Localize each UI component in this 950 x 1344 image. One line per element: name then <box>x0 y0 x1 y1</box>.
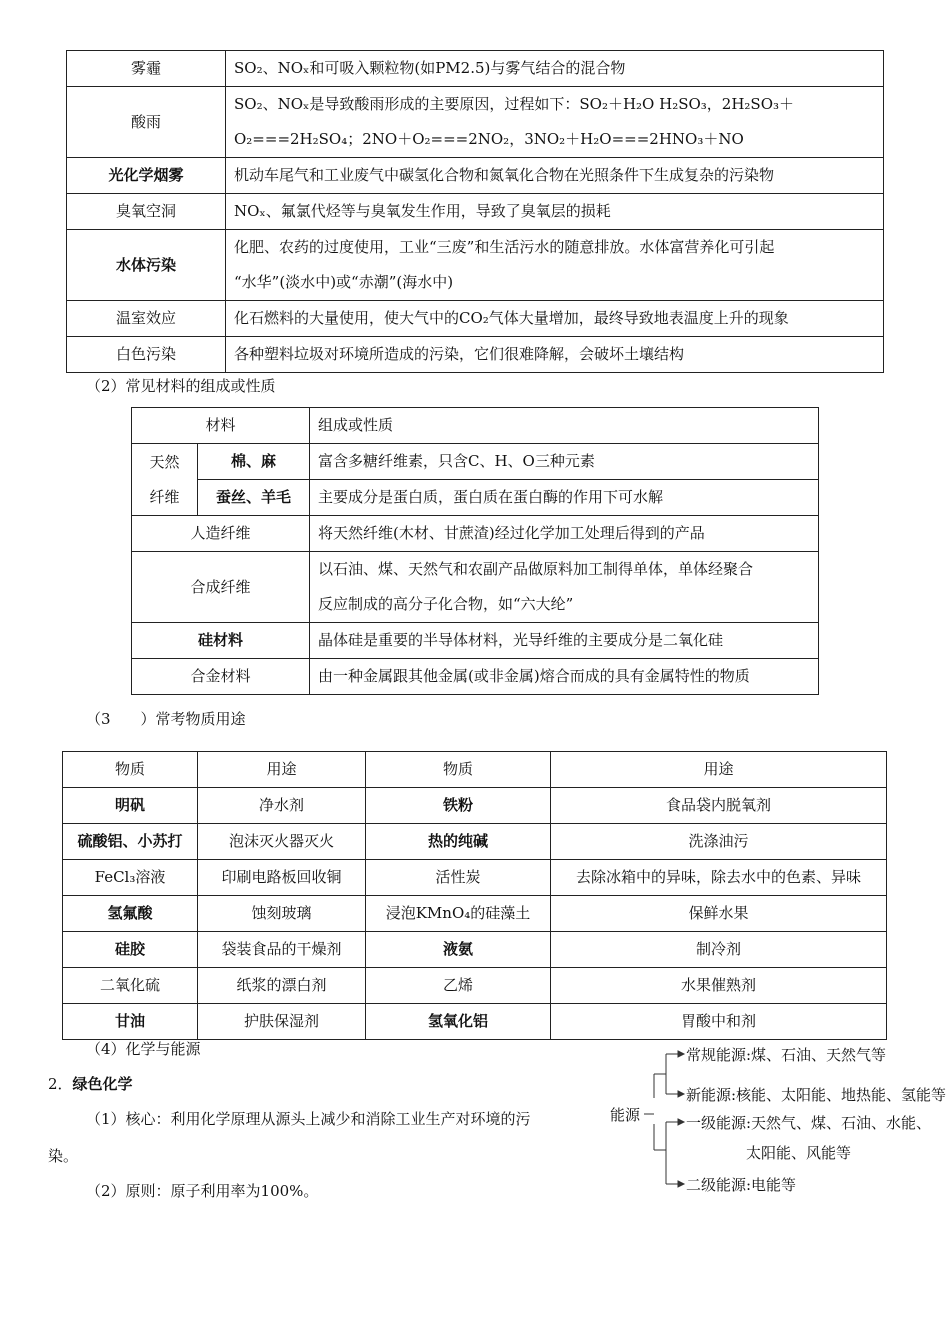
green-chemistry-heading <box>48 1074 133 1094</box>
substance: 二氧化硫 <box>63 968 198 1004</box>
table-row <box>132 623 819 659</box>
core-text-line: 染。 <box>48 1147 79 1165</box>
substance: FeCl₃溶液 <box>63 860 198 896</box>
use: 食品袋内脱氧剂 <box>551 788 887 824</box>
column-header: 用途 <box>198 752 366 788</box>
table-row <box>67 230 884 301</box>
pollution-table <box>66 50 884 373</box>
table-row <box>67 301 884 337</box>
materials-table <box>131 407 819 695</box>
use: 水果催熟剂 <box>551 968 887 1004</box>
substance: 明矾 <box>63 788 198 824</box>
use: 印刷电路板回收铜 <box>198 860 366 896</box>
section-heading: （3 ）常考物质用途 <box>86 710 246 728</box>
pollution-desc-line: 化肥、农药的过度使用，工业“三废”和生活污水的随意排放。水体富营养化可引起 <box>234 238 775 256</box>
pollution-name: 雾霾 <box>67 51 226 87</box>
substance: 活性炭 <box>366 860 551 896</box>
material-desc: 晶体硅是重要的半导体材料，光导纤维的主要成分是二氧化硅 <box>310 623 819 659</box>
use: 洗涤油污 <box>551 824 887 860</box>
table-row <box>63 968 887 1004</box>
table-row <box>67 194 884 230</box>
table-row <box>67 51 884 87</box>
header-property: 组成或性质 <box>310 408 819 444</box>
pollution-desc: 化石燃料的大量使用，使大气中的CO₂气体大量增加，最终导致地表温度上升的现象 <box>226 301 884 337</box>
pollution-name: 臭氧空洞 <box>67 194 226 230</box>
energy-diagram <box>610 1040 947 1200</box>
use: 护肤保湿剂 <box>198 1004 366 1040</box>
energy-secondary: 二级能源:电能等 <box>686 1176 797 1194</box>
table-row <box>63 896 887 932</box>
substance: 甘油 <box>63 1004 198 1040</box>
material-desc <box>310 552 819 623</box>
substance: 硅胶 <box>63 932 198 968</box>
material-name: 人造纤维 <box>132 516 310 552</box>
table-row <box>67 87 884 158</box>
energy-new: 新能源:核能、太阳能、地热能、氢能等 <box>686 1086 947 1104</box>
pollution-name: 白色污染 <box>67 337 226 373</box>
table-row <box>63 788 887 824</box>
section-heading: （4）化学与能源 <box>86 1040 201 1058</box>
pollution-name: 温室效应 <box>67 301 226 337</box>
heading-text: 绿色化学 <box>72 1075 133 1093</box>
pollution-name: 水体污染 <box>67 230 226 301</box>
material-name: 合金材料 <box>132 659 310 695</box>
table-row <box>132 659 819 695</box>
material-desc: 主要成分是蛋白质，蛋白质在蛋白酶的作用下可水解 <box>310 480 819 516</box>
column-header: 物质 <box>63 752 198 788</box>
table-header-row <box>63 752 887 788</box>
energy-conventional: 常规能源:煤、石油、天然气等 <box>686 1046 887 1064</box>
energy-root: 能源 <box>610 1106 641 1124</box>
pollution-desc <box>226 87 884 158</box>
table-row <box>63 824 887 860</box>
pollution-desc-line: SO₂、NOₓ是导致酸雨形成的主要原因，过程如下：SO₂＋H₂O H₂SO₃，2H₂SO₃＋ <box>234 95 795 113</box>
pollution-desc-line: “水华”(淡水中)或“赤潮”(海水中) <box>234 273 454 291</box>
material-name: 合成纤维 <box>132 552 310 623</box>
pollution-name: 酸雨 <box>67 87 226 158</box>
use: 去除冰箱中的异味，除去水中的色素、异味 <box>551 860 887 896</box>
energy-primary: 一级能源:天然气、煤、石油、水能、 <box>686 1114 932 1132</box>
material-name: 硅材料 <box>132 623 310 659</box>
substance: 热的纯碱 <box>366 824 551 860</box>
pollution-desc: 机动车尾气和工业废气中碳氢化合物和氮氧化合物在光照条件下生成复杂的污染物 <box>226 158 884 194</box>
table-row <box>63 932 887 968</box>
substance: 液氨 <box>366 932 551 968</box>
use: 纸浆的漂白剂 <box>198 968 366 1004</box>
pollution-desc-line: O₂===2H₂SO₄；2NO＋O₂===2NO₂，3NO₂＋H₂O===2HNO₃＋NO <box>234 130 744 148</box>
table-row <box>132 480 819 516</box>
table-row <box>63 1004 887 1040</box>
table-row <box>132 552 819 623</box>
core-text-line: （1）核心：利用化学原理从源头上减少和消除工业生产对环境的污 <box>86 1110 531 1128</box>
substance: 铁粉 <box>366 788 551 824</box>
material-name: 棉、麻 <box>198 444 310 480</box>
table-row <box>132 408 819 444</box>
use: 保鲜水果 <box>551 896 887 932</box>
heading-number: 2． <box>48 1075 73 1093</box>
use: 制冷剂 <box>551 932 887 968</box>
use: 蚀刻玻璃 <box>198 896 366 932</box>
table-row <box>132 516 819 552</box>
substance: 硫酸铝、小苏打 <box>63 824 198 860</box>
use: 净水剂 <box>198 788 366 824</box>
material-name: 蚕丝、羊毛 <box>198 480 310 516</box>
substance: 氢氧化铝 <box>366 1004 551 1040</box>
material-desc-line: 反应制成的高分子化合物，如“六大纶” <box>318 595 574 613</box>
header-material: 材料 <box>132 408 310 444</box>
pollution-desc: SO₂、NOₓ和可吸入颗粒物(如PM2.5)与雾气结合的混合物 <box>226 51 884 87</box>
substance: 浸泡KMnO₄的硅藻土 <box>366 896 551 932</box>
table-row <box>132 444 819 480</box>
use: 泡沫灭火器灭火 <box>198 824 366 860</box>
natural-fiber-label <box>132 444 198 516</box>
use: 胃酸中和剂 <box>551 1004 887 1040</box>
material-desc: 富含多糖纤维素，只含C、H、O三种元素 <box>310 444 819 480</box>
column-header: 物质 <box>366 752 551 788</box>
pollution-desc: 各种塑料垃圾对环境所造成的污染，它们很难降解，会破坏土壤结构 <box>226 337 884 373</box>
table-row <box>67 337 884 373</box>
table-row <box>63 860 887 896</box>
label-line: 纤维 <box>149 487 180 506</box>
substance: 氢氟酸 <box>63 896 198 932</box>
table-row <box>67 158 884 194</box>
substance: 乙烯 <box>366 968 551 1004</box>
principle-text: （2）原则：原子利用率为100%。 <box>86 1182 319 1200</box>
label-line: 天然 <box>149 452 180 471</box>
pollution-desc: NOₓ、氟氯代烃等与臭氧发生作用，导致了臭氧层的损耗 <box>226 194 884 230</box>
use: 袋装食品的干燥剂 <box>198 932 366 968</box>
pollution-desc <box>226 230 884 301</box>
material-desc: 由一种金属跟其他金属(或非金属)熔合而成的具有金属特性的物质 <box>310 659 819 695</box>
material-desc-line: 以石油、煤、天然气和农副产品做原料加工制得单体，单体经聚合 <box>318 560 754 578</box>
column-header: 用途 <box>551 752 887 788</box>
uses-table <box>62 751 887 1040</box>
pollution-name: 光化学烟雾 <box>67 158 226 194</box>
section-heading: （2）常见材料的组成或性质 <box>86 377 276 395</box>
material-desc: 将天然纤维(木材、甘蔗渣)经过化学加工处理后得到的产品 <box>310 516 819 552</box>
energy-primary-cont: 太阳能、风能等 <box>746 1144 852 1162</box>
